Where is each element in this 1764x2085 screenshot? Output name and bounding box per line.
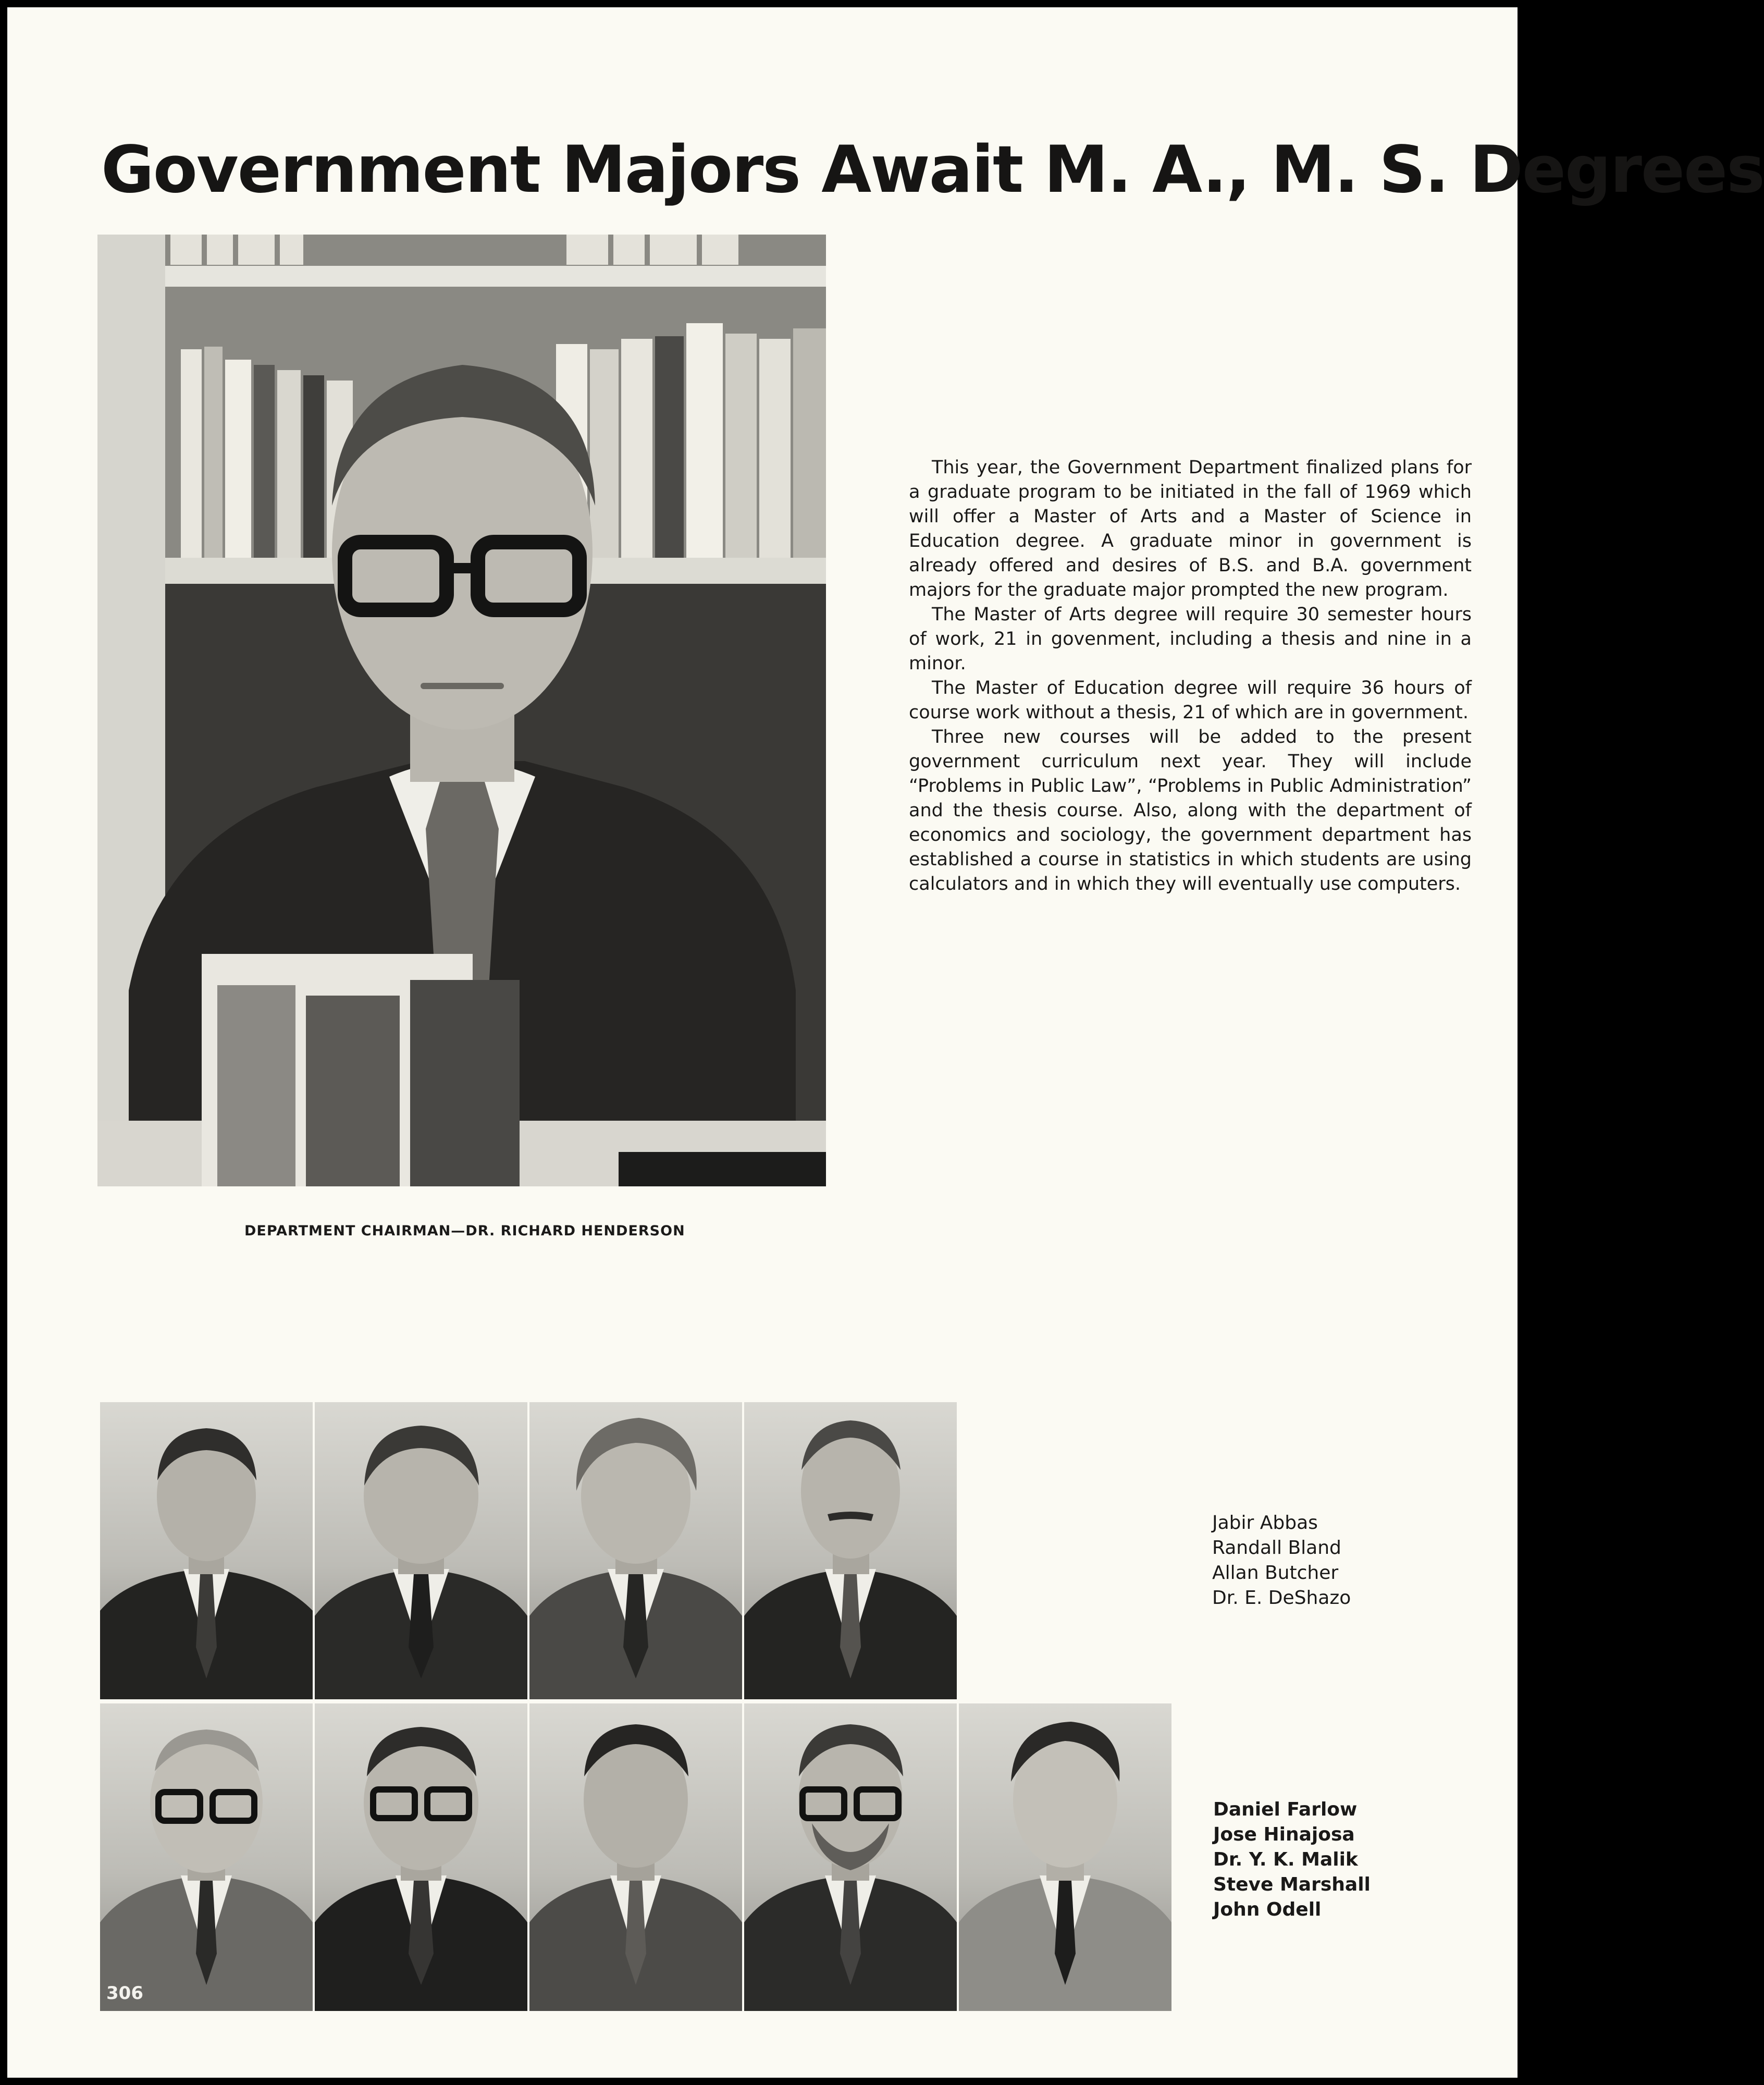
faculty-name: Daniel Farlow [1213, 1799, 1358, 1820]
article-paragraph: The Master of Education degree will require 36 hours of course work without a thesis, 21 of which are in government. [909, 678, 1472, 723]
faculty-headshot [959, 1703, 1171, 2011]
faculty-headshot [529, 1402, 742, 1699]
article-paragraph: This year, the Government Department finalized plans for a graduate program to be initiated in the fall of 1969 which will offer a Master of Arts and a Master of Science in Education degree. A graduate minor in government is already offered and desires of B.S. and B.A. government majors for the graduate major prompted the new program. [909, 457, 1472, 600]
faculty-headshot [100, 1703, 313, 2011]
page-title: Government Majors Await M. A., M. S. Degrees [101, 132, 1764, 207]
faculty-name: Jose Hinajosa [1213, 1824, 1355, 1845]
portrait-illustration [100, 1703, 313, 2011]
article-body [909, 456, 1472, 897]
chairman-photo [97, 235, 826, 1186]
faculty-headshot [315, 1703, 527, 2011]
faculty-headshot [744, 1402, 957, 1699]
faculty-name: John Odell [1213, 1899, 1322, 1920]
portrait-illustration [959, 1703, 1171, 2011]
chairman-caption: DEPARTMENT CHAIRMAN—DR. RICHARD HENDERSON [244, 1223, 685, 1239]
faculty-headshot [529, 1703, 742, 2011]
page-number: 306 [106, 1983, 143, 2004]
article-paragraph: The Master of Arts degree will require 30 semester hours of work, 21 in govenment, including a thesis and nine in a minor. [909, 604, 1472, 674]
portrait-illustration [529, 1402, 742, 1699]
faculty-name: Randall Bland [1212, 1537, 1341, 1559]
portrait-illustration [315, 1402, 527, 1699]
faculty-headshot [100, 1402, 313, 1699]
faculty-name: Steve Marshall [1213, 1874, 1371, 1895]
faculty-name: Jabir Abbas [1212, 1512, 1318, 1534]
faculty-name: Allan Butcher [1212, 1562, 1339, 1584]
portrait-illustration [315, 1703, 527, 2011]
portrait-illustration [100, 1402, 313, 1699]
article-paragraph: Three new courses will be added to the present government curriculum next year. They will include “Problems in Public Law”, “Problems in Public Administration” and the thesis course. Also, along with the department of economics and sociology, the government department has established a course in statistics in which students are using calculators and in which they will eventually use computers. [909, 727, 1472, 894]
chairman-photo-illustration [97, 235, 826, 1186]
yearbook-page [7, 7, 1764, 2078]
faculty-names-top [1212, 1511, 1351, 1611]
portrait-illustration [744, 1703, 957, 2011]
faculty-name: Dr. E. DeShazo [1212, 1587, 1351, 1609]
faculty-headshot [315, 1402, 527, 1699]
faculty-names-bottom [1213, 1797, 1371, 1922]
portrait-illustration [744, 1402, 957, 1699]
faculty-headshot [744, 1703, 957, 2011]
faculty-name: Dr. Y. K. Malik [1213, 1849, 1358, 1870]
portrait-illustration [529, 1703, 742, 2011]
